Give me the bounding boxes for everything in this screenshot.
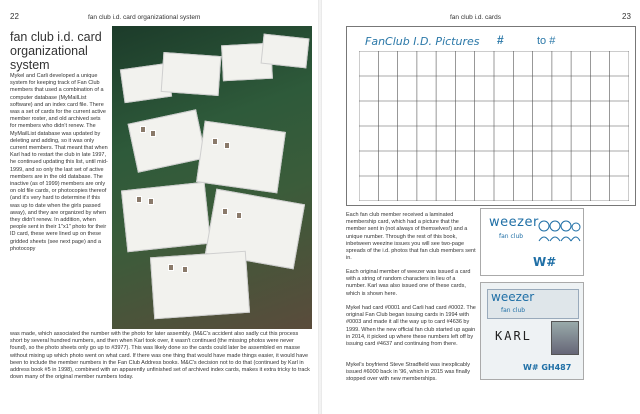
photo-card — [128, 109, 207, 172]
member-photo — [212, 138, 218, 145]
photo-grid-sheet — [346, 26, 636, 206]
member-photo — [150, 130, 156, 137]
paragraph-4: Mykel's boyfriend Steve Stradfield was inexplicably issued #6000 back in '96, which in 2015 was finally stopped over with new memberships. — [346, 362, 470, 383]
member-photo — [140, 126, 146, 133]
running-header-right: fan club i.d. cards — [450, 14, 501, 21]
page-number-right: 23 — [622, 12, 631, 21]
right-page — [322, 0, 640, 414]
band-drawing-icon — [537, 217, 581, 251]
grid-sheet-title: FanClub I.D. Pictures — [365, 35, 480, 48]
body-column-text: Mykel and Carli developed a unique system for keeping track of Fan Club members that used a combination of a computer database (MyMailList software) and an index card file. There was a set of cards for the current active member roster, and old archived sets for members who didn't renew. The MyMailList database was updated by deleting and adding, so it was only current members. That meant that when Karl had to restart the club in late 1997, he continued updating this list, until mid-1999, and so only the last set of active members are in the old database. The inactive (as of 1999) members are only on old file cards, or photocopies thereof (and it's very hard to determine if this was up to date when the girls passed away), and they are organized by when they didn't renew. In addition, when people sent in their 1"x1" photo for their ID card, these were lined up on these gridded sheets (see next page) and a photocopy — [10, 73, 108, 252]
card-member-name: KARL — [495, 329, 532, 343]
card-band-name: weezer — [491, 290, 535, 304]
member-photo — [136, 196, 142, 203]
fan-club-card-front — [480, 208, 584, 276]
member-photo — [222, 208, 228, 215]
paragraph-1: Each fan club member received a laminated membership card, which had a picture that the member sent in (not always of themselves!) and a unique number. Through the rest of this book, inbetween weezine issues you will see two-page spreads of the i.d. photos that fan club members sent in. — [346, 212, 476, 262]
member-photo — [182, 266, 188, 273]
left-page — [0, 0, 318, 414]
running-header-left: fan club i.d. card organizational system — [88, 14, 201, 21]
member-photo — [551, 321, 579, 355]
paragraph-3: Mykel had card #0001 and Carli had card #0002. The original Fan Club began issuing cards in 1994 with #0003 and made it all the way up to card #4636 by 1999. When the new official fan club started up again in 2014, it picked up where these numbers left off by issuing card #4637 and continuing from there. — [346, 305, 476, 348]
member-photo — [224, 142, 230, 149]
paragraph-2: Each original member of weezer was issued a card with a string of random characters in lieu of a number. Karl was also issued one of these cards, which is shown here. — [346, 269, 471, 297]
card-w-mark: W# — [533, 255, 557, 269]
card-stack — [261, 34, 310, 69]
member-photo — [236, 212, 242, 219]
section-title: fan club i.d. card organizational system — [10, 30, 102, 72]
karl-fan-club-card — [480, 282, 584, 380]
card-member-number: W# GH487 — [523, 363, 572, 372]
card-subtitle: fan club — [499, 233, 524, 240]
photo-card — [150, 251, 250, 320]
card-stack — [161, 52, 222, 96]
card-band-name: weezer — [489, 215, 539, 230]
grid-number-label: # — [497, 33, 504, 47]
photo-card — [121, 182, 211, 252]
index-card-photo — [112, 26, 312, 329]
member-photo — [168, 264, 174, 271]
body-wide-text: was made, which associated the number with the photo for later assembly. (M&C's accident also sadly cut this process short by several hundred numbers, and then when Karl took over, it wasn't continued (the missing photos were never found), so the photo sheets only go up to #3977). This was likely done so the cards could later be assembled en masse without mixing up which photo went on what card. If there was one thing that would have made things easier, it would have been to include the member numbers in the Fan Club Address books. M&C's decision not to do that (continued by Karl in address book #5 in 1998), combined with an apparently unfinished set of archived index cards, makes it extra tricky to track down many of the original member numbers today. — [10, 331, 310, 381]
card-subtitle: fan club — [501, 307, 526, 314]
member-photo — [148, 198, 154, 205]
grid-lines — [359, 51, 629, 201]
page-number-left: 22 — [10, 12, 19, 21]
photo-card — [196, 121, 286, 194]
grid-to-label: to # — [537, 35, 556, 47]
